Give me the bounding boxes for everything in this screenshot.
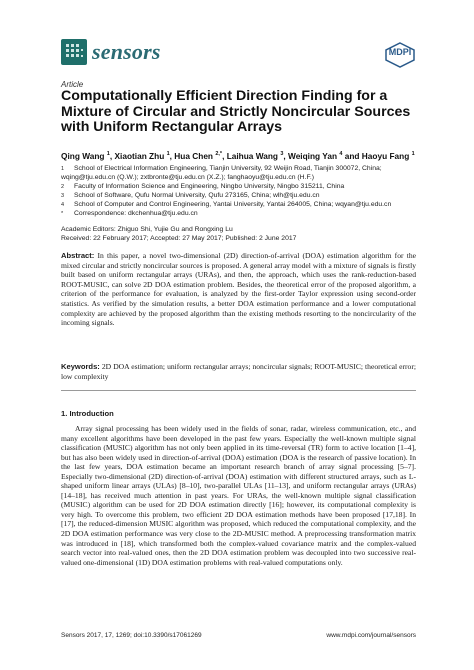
section-divider	[61, 390, 416, 391]
correspondence: * Correspondence: dkchenhua@tju.edu.cn	[61, 210, 198, 217]
author-name: Xiaotian Zhu	[114, 151, 165, 161]
author-name: Laihua Wang	[226, 151, 279, 161]
affiliation: 1 School of Electrical Information Engineering, Tianjin University, 92 Weijin Road, Tianjin 300072, China; wqing@tju.edu.cn (Q.W.); zxtbronte@tju.edu.cn (X.Z.); fanghaoyu@tju.edu.cn (H.F.)	[61, 165, 382, 181]
footer-citation: Sensors 2017, 17, 1269; doi:10.3390/s17061269	[61, 632, 202, 639]
keywords-label: Keywords:	[61, 362, 100, 371]
abstract	[61, 251, 416, 328]
academic-editors: Academic Editors: Zhiguo Shi, Yujie Gu and Rongxing Lu	[61, 226, 233, 233]
journal-logo-icon	[61, 39, 87, 65]
author-name: Haoyu Fang	[361, 151, 410, 161]
author-name: Qing Wang	[61, 151, 105, 161]
affiliation: 4 School of Computer and Control Engineering, Yantai University, Yantai 264005, China; wqyan@tju.edu.cn	[61, 201, 392, 208]
article-type: Article	[61, 80, 84, 89]
publisher-name: MDPI	[388, 47, 412, 57]
introduction-paragraph: Array signal processing has been widely used in the fields of sonar, radar, wireless communication, etc., and many excellent algorithms have been developed in the past few years. Especially the well-known multiple signal classification (MUSIC) algorithm has not only been applied in its time-reversal (TR) form to active location [1–4], but has also been widely used in direction-of-arrival (DOA) estimation (DOA is the research of passive location). In the last few years, DOA estimation became an important research branch of array signal processing [5–7]. Especially two-dimensional (2D) direction-of-arrival (DOA) estimation with different structured arrays, such as L-shaped uniform linear arrays (ULAs) [8–10], two-parallel ULAs [11–13], and uniform rectangular arrays (URAs) [14–18], has received much attention in past years. For URAs, the well-known multiple signal classification (MUSIC) algorithm can be used for 2D DOA estimation directly [16]; however, its computational complexity is very high. To overcome this problem, two efficient 2D DOA estimation methods have been proposed [17,18]. In [17], the reduced-dimension MUSIC algorithm was proposed, which reduced the computational complexity, and the 2D DOA estimation performance was very close to the 2D-MUSIC method. A preprocessing transformation matrix was introduced in [18], which transformed both the complex-valued covariance matrix and the complex-valued search vector into real-valued ones, then the 2D DOA estimation problem was decoupled into two successive real-valued one-dimensional (1D) DOA estimation problems with real-valued computations only.	[61, 424, 416, 567]
paper-title: Computationally Efficient Direction Finding for a Mixture of Circular and Strictly Noncircular Sources with Uniform Rectangular Arrays	[61, 88, 411, 135]
abstract-label: Abstract:	[61, 251, 95, 260]
footer-journal-link[interactable]: www.mdpi.com/journal/sensors	[326, 632, 416, 639]
author-name: Hua Chen	[174, 151, 214, 161]
publication-dates: Received: 22 February 2017; Accepted: 27 May 2017; Published: 2 June 2017	[61, 235, 297, 242]
keywords	[61, 362, 416, 381]
author-name: Weiqing Yan	[288, 151, 338, 161]
abstract-text: In this paper, a novel two-dimensional (2D) direction-of-arrival (DOA) estimation algorithm for the mixed circular and strictly noncircular sources is proposed. A general array model with a mixture of signals is firstly built based on uniform rectangular arrays (URAs), and then, the approach, which uses the rank-reduction-based ROOT-MUSIC, can solve 2D DOA estimation problem. Besides, the theoretical error of the proposed algorithm, a criterion of the performance for evaluation, is analyzed by the first-order Taylor expression using second-order statistics. As verified by the simulation results, a better DOA estimation performance and a lower computational complexity are achieved by the proposed algorithm than the existing methods resorting to the noncircularity of the incoming signals.	[61, 251, 416, 328]
affiliation: 2 Faculty of Information Science and Engineering, Ningbo University, Ningbo 315211, China	[61, 183, 345, 190]
affiliation: 3 School of Software, Qufu Normal University, Qufu 273165, China; wlh@tju.edu.cn	[61, 192, 320, 199]
keywords-text: 2D DOA estimation; uniform rectangular arrays; noncircular signals; ROOT-MUSIC; theoretical error; low complexity	[61, 362, 416, 381]
author-list: Qing Wang $^1$, Xiaotian Zhu $^1$, Hua Chen $^{2,*}$, Laihua Wang $^3$, Weiqing Yan $^4$ and Haoyu Fang $^1$	[61, 151, 415, 161]
section-heading: 1. Introduction	[61, 409, 114, 418]
journal-name: sensors	[92, 39, 161, 64]
